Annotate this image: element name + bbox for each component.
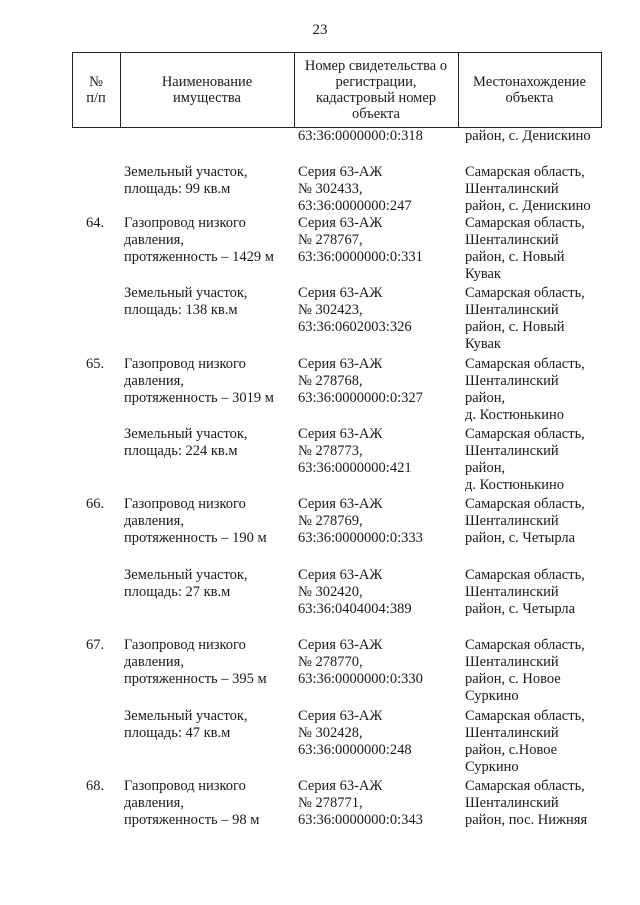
row-number: 67. [86,637,105,653]
property-name: Газопровод низкого давления, протяженность – 190 м [124,496,267,546]
registration-number: Серия 63-АЖ № 278773, 63:36:0000000:421 [298,426,412,476]
property-name: Земельный участок, площадь: 138 кв.м [124,285,248,318]
registration-number: Серия 63-АЖ № 302420, 63:36:0404004:389 [298,567,412,617]
property-location: Самарская область, Шенталинский район, с. Новый Кувак [465,285,585,352]
property-name: Газопровод низкого давления, протяженность – 3019 м [124,356,274,406]
registration-number: Серия 63-АЖ № 302428, 63:36:0000000:248 [298,708,412,758]
registration-number: Серия 63-АЖ № 302433, 63:36:0000000:247 [298,164,412,214]
property-location: Самарская область, Шенталинский район, с. Четырла [465,567,585,617]
property-name: Земельный участок, площадь: 27 кв.м [124,567,248,600]
registration-number: 63:36:0000000:0:318 [298,128,423,144]
registration-number: Серия 63-АЖ № 278768, 63:36:0000000:0:327 [298,356,423,406]
registration-number: Серия 63-АЖ № 278769, 63:36:0000000:0:333 [298,496,423,546]
registration-number: Серия 63-АЖ № 302423, 63:36:0602003:326 [298,285,412,335]
registration-number: Серия 63-АЖ № 278767, 63:36:0000000:0:331 [298,215,423,265]
row-number: 64. [86,215,105,231]
property-location: Самарская область, Шенталинский район, д. Костюнькино [465,426,585,493]
property-location: Самарская область, Шенталинский район, д. Костюнькино [465,356,585,423]
property-location: Самарская область, Шенталинский район, с. Новое Суркино [465,637,585,704]
property-name: Земельный участок, площадь: 99 кв.м [124,164,248,197]
row-number: 65. [86,356,105,372]
registration-number: Серия 63-АЖ № 278770, 63:36:0000000:0:330 [298,637,423,687]
property-location: Самарская область, Шенталинский район, с. Новый Кувак [465,215,585,282]
page-number: 23 [312,22,328,38]
row-number: 66. [86,496,105,512]
header-border-right [601,52,602,128]
property-location: район, с. Денискино [465,128,591,144]
header-location: Местонахождение объекта [473,74,586,106]
property-name: Земельный участок, площадь: 47 кв.м [124,708,248,741]
registration-number: Серия 63-АЖ № 278771, 63:36:0000000:0:343 [298,778,423,828]
table-header [72,52,602,128]
property-name: Газопровод низкого давления, протяженность – 98 м [124,778,260,828]
property-name: Газопровод низкого давления, протяженность – 395 м [124,637,267,687]
row-number: 68. [86,778,105,794]
property-location: Самарская область, Шенталинский район, с.Новое Суркино [465,708,585,775]
header-registration: Номер свидетельства о регистрации, кадастровый номер объекта [304,58,448,122]
property-location: Самарская область, Шенталинский район, с. Четырла [465,496,585,546]
header-num: № п/п [86,74,106,106]
property-location: Самарская область, Шенталинский район, пос. Нижняя [465,778,588,828]
property-location: Самарская область, Шенталинский район, с. Денискино [465,164,591,214]
property-name: Земельный участок, площадь: 224 кв.м [124,426,248,459]
property-name: Газопровод низкого давления, протяженность – 1429 м [124,215,274,265]
header-name: Наименование имущества [161,74,253,106]
